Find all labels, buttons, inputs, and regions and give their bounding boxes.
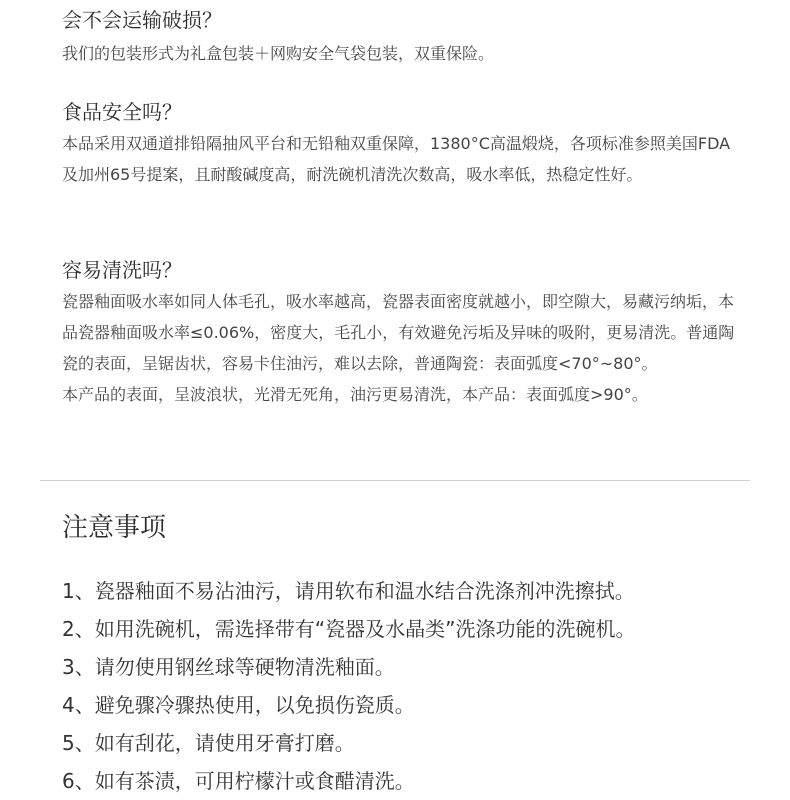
note-item: 3、请勿使用钢丝球等硬物清洗釉面。 <box>62 655 395 679</box>
note-item: 5、如有刮花，请使用牙膏打磨。 <box>62 731 355 755</box>
notes-title: 注意事项 <box>62 513 167 543</box>
faq-answer <box>62 128 742 190</box>
faq-answer <box>62 38 742 69</box>
faq-question: 容易清洗吗？ <box>62 258 182 282</box>
section-divider <box>40 480 750 481</box>
faq-shipping-damage <box>62 6 742 69</box>
note-item: 1、瓷器釉面不易沾油污，请用软布和温水结合洗涤剂冲洗擦拭。 <box>62 579 635 603</box>
faq-easy-cleaning <box>62 256 742 410</box>
faq-answer-paragraph: 瓷器釉面吸水率如同人体毛孔，吸水率越高，瓷器表面密度就越小，即空隙大，易藏污纳垢，本品瓷器釉面吸水率≤0.06%，密度大，毛孔小，有效避免污垢及异味的吸附，更易清洗。普通陶瓷的表面，呈锯齿状，容易卡住油污，难以去除，普通陶瓷：表面弧度<70°~80°。 <box>62 292 735 373</box>
faq-answer-paragraph: 本产品的表面，呈波浪状，光滑无死角，油污更易清洗，本产品：表面弧度>90°。 <box>62 385 648 404</box>
faq-answer <box>62 286 742 410</box>
note-item: 4、避免骤冷骤热使用，以免损伤瓷质。 <box>62 693 415 717</box>
note-item: 6、如有茶渍，可用柠檬汁或食醋清洗。 <box>62 769 415 793</box>
faq-answer-paragraph: 本品采用双通道排铅隔抽风平台和无铅釉双重保障，1380°C高温煅烧，各项标准参照美国FDA及加州65号提案，且耐酸碱度高，耐洗碗机清洗次数高，吸水率低，热稳定性好。 <box>62 134 731 184</box>
faq-food-safety <box>62 98 742 190</box>
faq-question: 会不会运输破损？ <box>62 8 222 32</box>
note-item: 2、如用洗碗机，需选择带有“瓷器及水晶类”洗涤功能的洗碗机。 <box>62 617 636 641</box>
notes-section <box>62 508 762 800</box>
faq-answer-paragraph: 我们的包装形式为礼盒包装＋网购安全气袋包装，双重保险。 <box>62 44 495 63</box>
notes-list <box>62 572 762 800</box>
faq-question: 食品安全吗？ <box>62 100 182 124</box>
